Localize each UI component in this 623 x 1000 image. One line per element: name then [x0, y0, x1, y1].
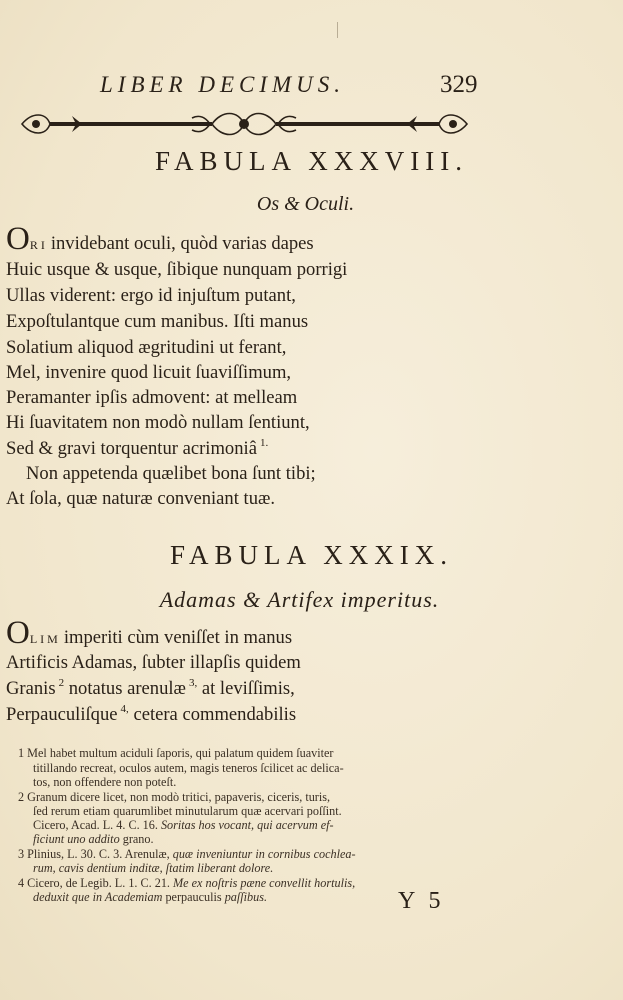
verse-line: Artificis Adamas, ſubter illapſis quidem [6, 652, 301, 673]
footnote-quote: paſſibus. [224, 890, 268, 904]
verse-line: Peramanter ipſis admovent: at melleam [6, 387, 298, 408]
signature-mark: Y 5 [398, 888, 445, 914]
footnote-quote: Soritas hos vocant, qui acervum ef- [160, 818, 334, 832]
moral-line: Non appetenda quælibet bona ſunt tibi; [26, 463, 316, 484]
footnote-text: Cicero, Acad. L. 4. C. 16. [33, 818, 158, 832]
footnote-2-cont: ſed rerum etiam quarumlibet minutularum quæ acervari poſſint. [33, 804, 342, 818]
small-caps-word: LIM [29, 632, 61, 646]
verse-text: invidebant oculi, quòd varias dapes [50, 233, 314, 254]
gutter-mark [337, 22, 338, 38]
verse-line: Ullas viderent: ergo id injuſtum putant, [6, 285, 296, 306]
fable-38-title: FABULA XXXVIII. [155, 146, 468, 176]
footnote-ref: 4, [120, 703, 129, 715]
verse-text: Sed & gravi torquentur acrimoniâ [6, 438, 257, 459]
footnote-3 [18, 847, 356, 862]
footnote-2: 2 Granum dicere licet, non modò tritici, papaveris, ciceris, turis, [18, 790, 331, 804]
footnote-ref: 2 [58, 677, 65, 689]
drop-cap: O [6, 221, 30, 257]
verse-text: imperiti cùm veniſſet in manus [63, 627, 293, 648]
footnote-1: 1 Mel habet multum aciduli ſaporis, qui palatum quidem ſuaviter [18, 746, 334, 760]
verse-line: Mel, invenire quod licuit ſuaviſſimum, [6, 362, 292, 383]
footnote-2-cont [33, 818, 334, 833]
footnote-text: perpauculis [165, 890, 222, 904]
verse-line [6, 221, 314, 257]
footnote-quote: quæ inveniuntur in cornibus cochlea- [172, 847, 356, 861]
footnote-4-cont [33, 890, 267, 905]
verse-line: Expoſtulantque cum manibus. Iſti manus [6, 311, 309, 332]
footnote-text: 3 Plinius, L. 30. C. 3. Arenulæ, [18, 847, 170, 861]
verse-line: Huic usque & usque, ſibique nunquam porrigi [6, 259, 348, 280]
verse-line [6, 615, 293, 651]
drop-cap: O [6, 615, 30, 651]
verse-text: notatus arenulæ [68, 678, 186, 699]
verse-line [6, 677, 295, 700]
verse-line [6, 703, 296, 726]
verse-text: Granis [6, 678, 56, 699]
footnote-quote: Me ex noſtris pæne convellit hortulis, [173, 876, 356, 890]
fable-39-subtitle: Adamas & Artifex imperitus. [159, 587, 440, 612]
running-header: LIBER DECIMUS. [100, 72, 346, 97]
footnote-ref: 3, [188, 677, 198, 689]
verse-line [6, 437, 268, 460]
verse-text: cetera commendabilis [133, 704, 297, 725]
verse-line: Solatium aliquod ægritudini ut ferant, [6, 337, 287, 358]
footnote-2-cont [33, 832, 154, 847]
verse-text: Perpauculiſque [6, 704, 118, 725]
footnote-text: grano. [122, 832, 154, 846]
footnote-quote: deduxit que in Academiam [33, 890, 163, 904]
footnote-quote: ficiunt uno addito [33, 832, 120, 846]
ornament-rule-icon [12, 106, 477, 142]
footnote-3-cont [33, 861, 273, 876]
footnote-text: 4 Cicero, de Legib. L. 1. C. 21. [18, 876, 170, 890]
footnote-ref: 1. [259, 437, 269, 449]
footnote-1-cont: tos, non offendere non poteſt. [33, 775, 177, 789]
fable-39-title: FABULA XXXIX. [169, 540, 453, 570]
verse-line: Hi ſuavitatem non modò nullam ſentiunt, [6, 412, 310, 433]
verse-text: at leviſſimis, [201, 678, 295, 699]
footnote-1-cont: titillando recreat, oculos autem, magis teneros ſcilicet ac delica- [33, 761, 344, 775]
fable-38-subtitle: Os & Oculi. [256, 193, 355, 215]
page-number: 329 [440, 71, 478, 98]
moral-line: At ſola, quæ naturæ conveniant tuæ. [6, 488, 276, 509]
footnote-quote: rum, cavis dentium inditæ, ſtatim liberant dolore. [33, 861, 274, 875]
footnote-4 [18, 876, 355, 891]
small-caps-word: RI [29, 238, 48, 252]
